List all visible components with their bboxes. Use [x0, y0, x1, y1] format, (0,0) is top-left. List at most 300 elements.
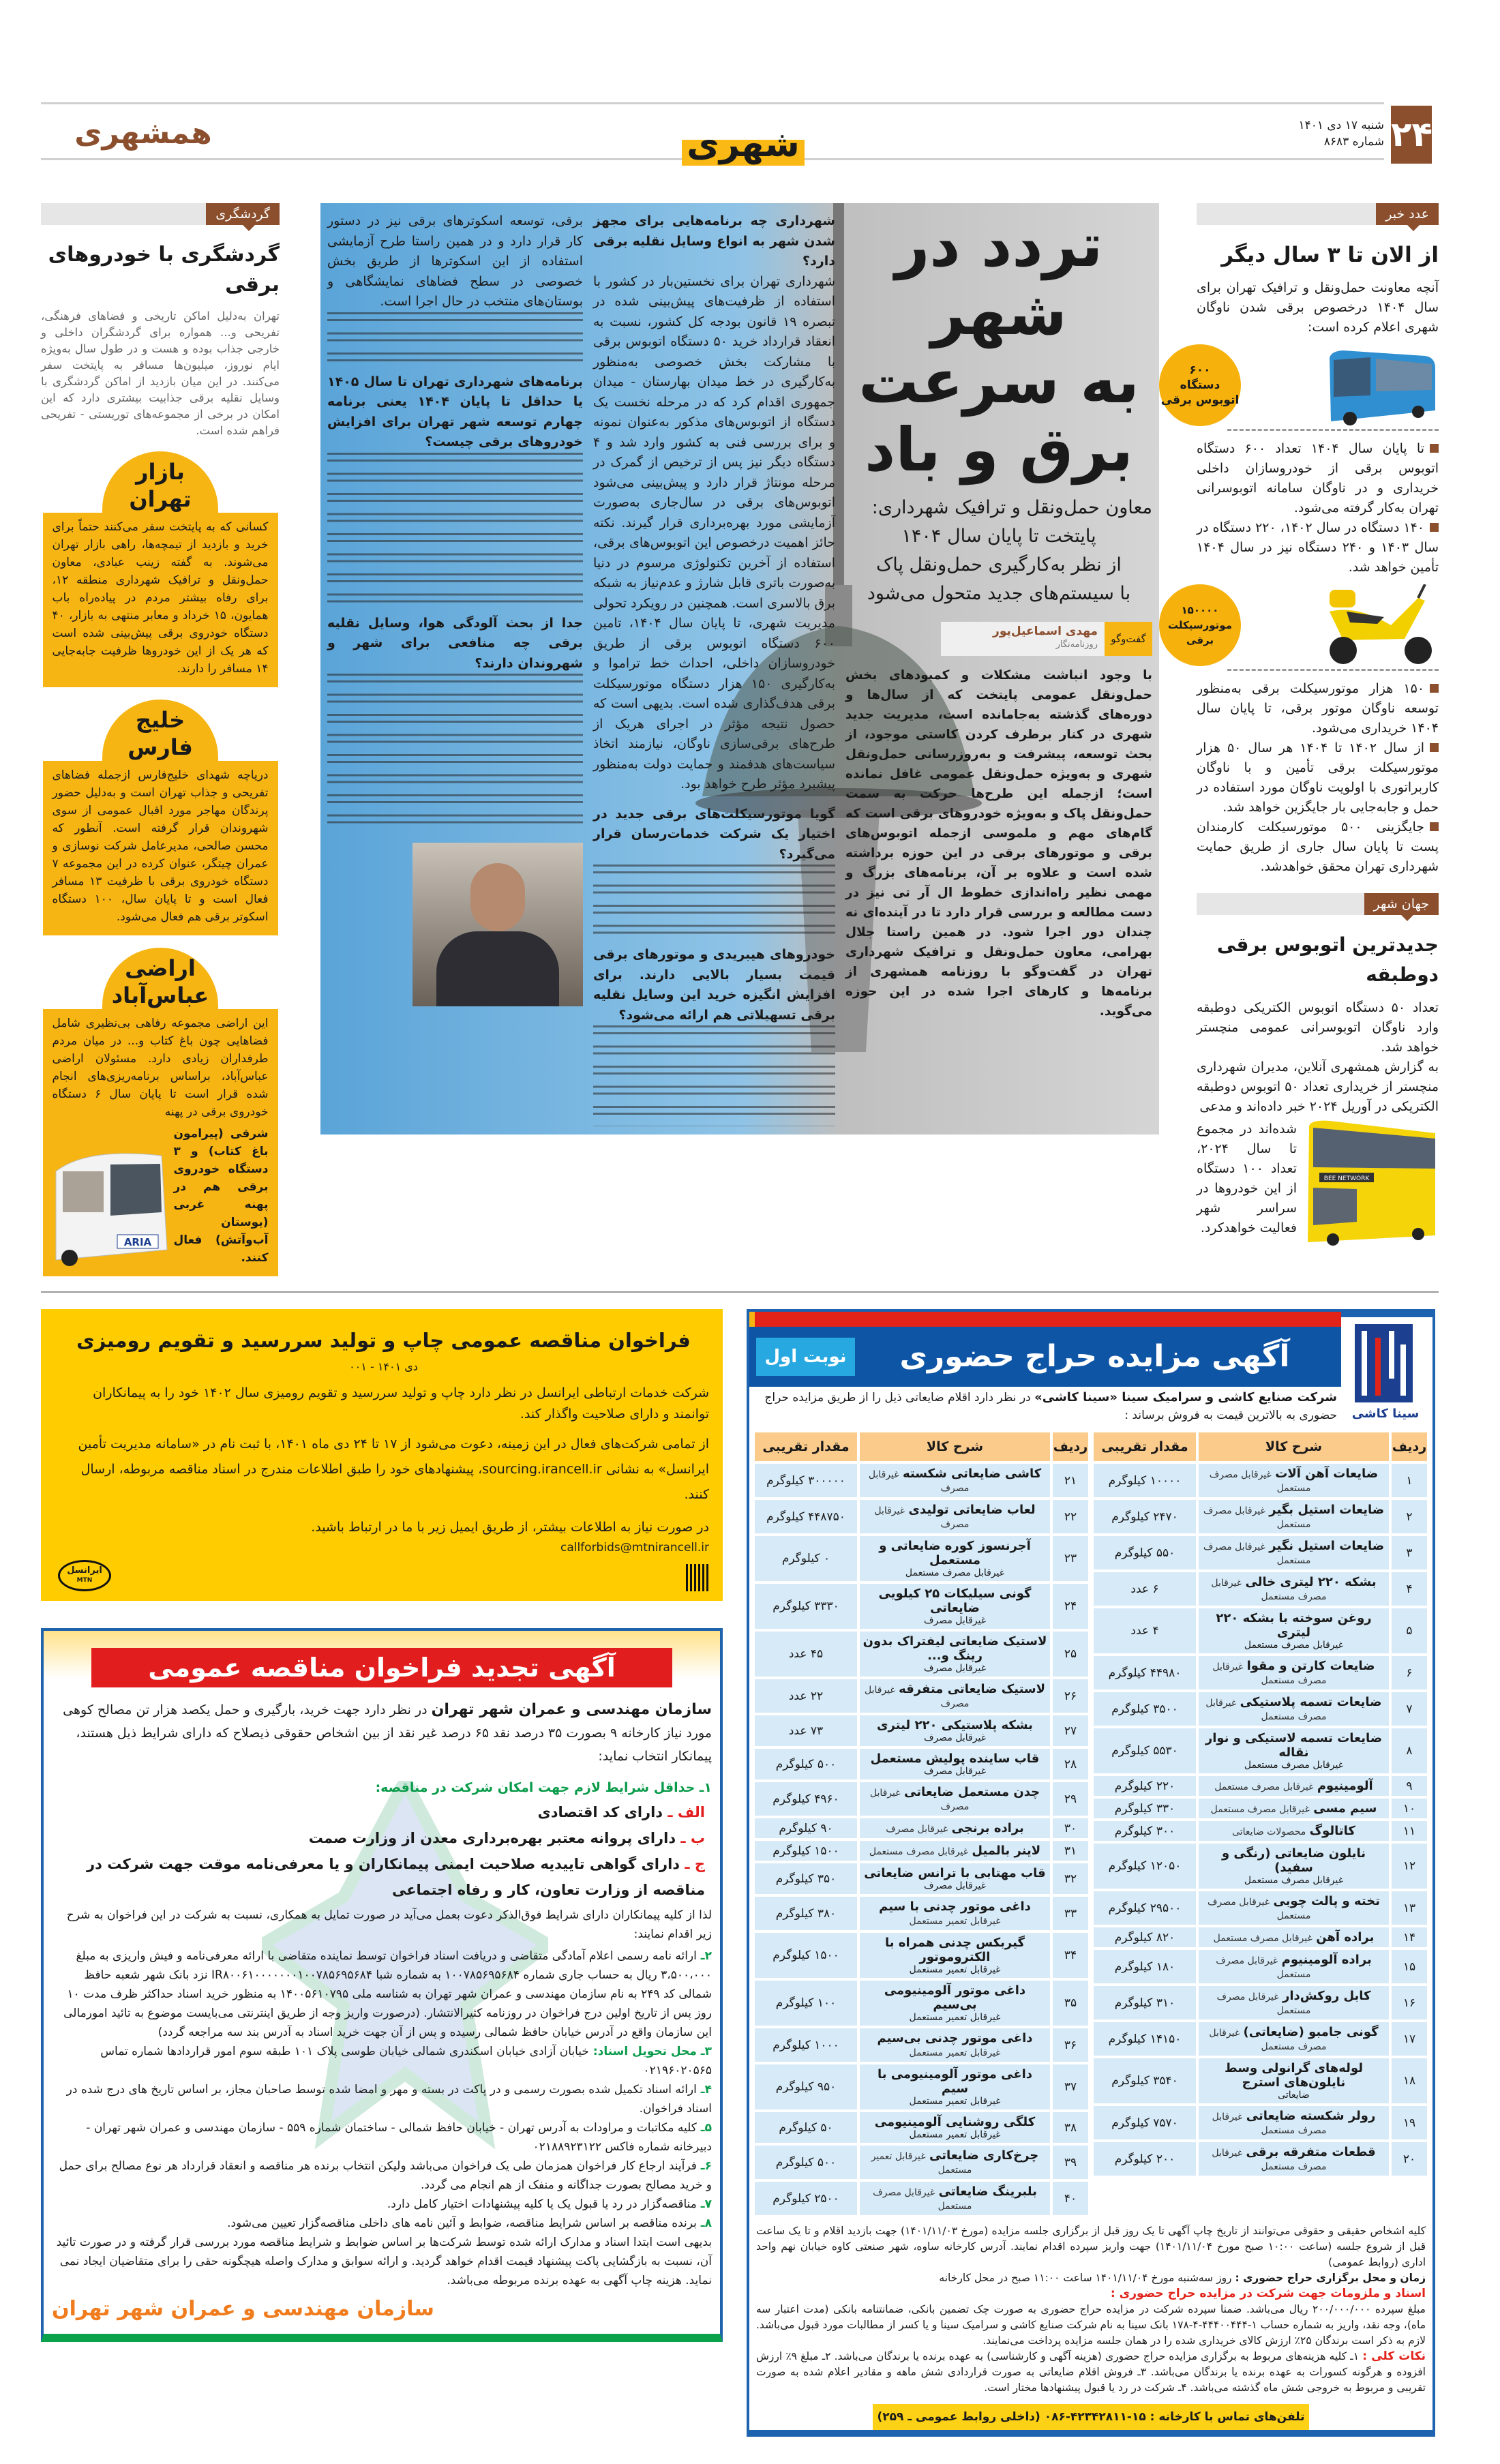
item-condition: غیرقابل مصرف — [868, 1469, 970, 1494]
item-name: بشکه پلاستیکی ۲۲۰ لیتری — [877, 1718, 1033, 1732]
auction-table-left — [752, 1430, 1091, 2218]
bullet-item: از سال ۱۴۰۲ تا ۱۴۰۴ هر سال ۵۰ هزار موتورسیکلت برقی تأمین و با ناوگان کاربراتوری با اولویت ناوگان مورد استفاده در حمل و جابه‌جایی بار جایگزین خواهد شد. — [1197, 738, 1439, 817]
section-tag: عدد خبر — [1376, 203, 1439, 225]
item-condition: غیرقابل مصرف — [869, 1788, 970, 1812]
section-title: شهری — [687, 124, 800, 165]
issue-number: شماره ۸۶۸۳ — [1323, 135, 1384, 149]
electric-scooter-image — [1316, 584, 1439, 666]
item-description — [1199, 1464, 1389, 1497]
item-quantity: ۲۰۰ کیلوگرم — [1094, 2142, 1196, 2176]
table-row — [1094, 1821, 1427, 1841]
page-number: ۲۴ — [1391, 106, 1432, 164]
qr-code — [686, 1564, 709, 1591]
electric-cart-image — [52, 1147, 168, 1267]
auction-table-right — [1091, 1430, 1430, 2178]
row-number: ۵ — [1392, 1608, 1427, 1653]
item-quantity: ۷۳ عدد — [755, 1715, 857, 1746]
item-quantity: ۳۳۳۰ کیلوگرم — [755, 1584, 857, 1629]
feature-columns — [320, 203, 1159, 1135]
item-name: کاشی ضایعاتی شکسته — [902, 1467, 1042, 1481]
table-row — [1094, 2142, 1427, 2176]
item-condition: غیرقابل مصرف مستعمل — [1209, 1469, 1311, 1494]
item-description — [860, 2064, 1050, 2109]
item-condition: غیرقابل مصرف مستعمل — [1203, 1505, 1311, 1530]
item-quantity: ۴۴۸۷۵۰ کیلوگرم — [755, 1500, 857, 1533]
item-name: گونی جامبو (ضایعاتی) — [1243, 2025, 1379, 2039]
row-number: ۱۴ — [1392, 1927, 1427, 1947]
table-row — [1094, 1844, 1427, 1889]
subtitle-line: از نظر به‌کارگیری حمل‌ونقل پاک — [876, 554, 1122, 575]
item-description — [1199, 1728, 1389, 1773]
table-row — [1094, 1464, 1427, 1497]
tender-body — [52, 1698, 712, 2290]
issue-info — [1241, 117, 1384, 150]
column-header: شرح کالا — [860, 1432, 1050, 1461]
paragraph: تعداد ۵۰ دستگاه اتوبوس الکتریکی دوطبقه وارد ناوگان اتوبوسرانی عمومی منچستر خواهد شد. — [1197, 1000, 1439, 1055]
item-condition: غیرقابل مصرف — [923, 1663, 987, 1674]
table-row — [1094, 1536, 1427, 1569]
item-description — [1199, 1799, 1389, 1818]
table-row — [755, 2028, 1088, 2062]
row-number: ۲۹ — [1053, 1782, 1088, 1816]
right-column — [1160, 203, 1439, 1246]
ads-row — [41, 1309, 1435, 2437]
item-name: قاب مهتابی با ترانس ضایعاتی — [864, 1866, 1046, 1880]
feature-photo-milad-tower — [320, 203, 1159, 1135]
row-number: ۱۵ — [1392, 1950, 1427, 1983]
item-condition: غیرقابل مصرف مستعمل — [1244, 1760, 1344, 1771]
row-number: ۴۰ — [1053, 2182, 1088, 2215]
world-city-tagbar — [1197, 893, 1439, 915]
item-description — [860, 1464, 1050, 1497]
row-number: ۲۱ — [1053, 1464, 1088, 1497]
text-lines — [593, 1025, 835, 1126]
row-number: ۳۵ — [1053, 1981, 1088, 2026]
item-condition: غیرقابل مصرف مستعمل — [1212, 2112, 1327, 2136]
conditions-list: الف ـ دارای کد اقتصادی ب ـ دارای پروانه معتبر بهره‌برداری معدن از وزارت صمت ج ـ دارای گواهی تاییدیه صلاحیت ایمنی پیمانکاران و یا معرفی‌نامه موقت جهت شرکت در مناقصه از وزارت تعاون، کار و رفاه اجتماعی — [87, 1804, 705, 1898]
badge-unit: موتورسیکلت — [1168, 619, 1232, 631]
tourism-box-abbasabad — [41, 948, 280, 1276]
table-row — [1094, 2106, 1427, 2139]
interview-question: جدا از بحث آلودگی هوا، وسایل نقلیه برقی چه منافعی برای شهر و شهروندان دارند؟ — [327, 615, 583, 671]
item-quantity: ۲۲۰ کیلوگرم — [1094, 1776, 1196, 1796]
byline — [845, 622, 1152, 656]
item-description — [1199, 2106, 1389, 2139]
row-number: ۳۳ — [1053, 1897, 1088, 1930]
row-number: ۶ — [1392, 1656, 1427, 1689]
item-quantity: ۹۰ کیلوگرم — [755, 1818, 857, 1838]
box-text: این اراضی مجموعه رفاهی بی‌نظیری شامل فضاهایی چون باغ کتاب و... در میان مردم طرفداران زیادی دارد. مسئولان اراضی عباس‌آباد، براساس برنامه‌ریزی‌های انجام شده قرار است تا پایان سال ۶ دستگاه خودروی برقی در پهنه — [52, 1017, 269, 1119]
text-lines — [327, 312, 583, 372]
tourism-column — [41, 203, 280, 1276]
interview-tag: گفت‌وگو — [1105, 622, 1152, 656]
row-number: ۱۲ — [1392, 1844, 1427, 1889]
item-quantity: ۹۵۰ کیلوگرم — [755, 2064, 857, 2109]
item-description — [860, 1818, 1050, 1838]
electric-bus-image — [1323, 348, 1439, 426]
table-row — [755, 2064, 1088, 2109]
subtitle-line: پایتخت تا پایان سال ۱۴۰۴ — [901, 526, 1096, 547]
tourism-box-bazaar — [41, 451, 280, 687]
row-number: ۳۷ — [1053, 2064, 1088, 2109]
row-number: ۷ — [1392, 1692, 1427, 1726]
item-description — [860, 1897, 1050, 1930]
item-name: چرخ‌کاری ضایعاتی — [929, 2148, 1039, 2163]
item-quantity: ۳۵۰ کیلوگرم — [755, 1863, 857, 1894]
row-number: ۳۹ — [1053, 2146, 1088, 2179]
headline-line: برق و باد — [865, 415, 1133, 485]
item-quantity: ۳۰۰۰۰۰ کیلوگرم — [755, 1464, 857, 1497]
conditions-heading: ۱ـ حداقل شرایط لازم جهت امکان شرکت در مناقصه: — [375, 1780, 712, 1795]
item-description — [860, 1981, 1050, 2026]
item-condition: غیرقابل مصرف مستعمل — [1207, 1897, 1311, 1921]
row-number: ۳۴ — [1053, 1933, 1088, 1978]
item-condition: غیرقابل مصرف — [874, 1505, 970, 1530]
item-condition: غیرقابل مصرف مستعمل — [1211, 1578, 1327, 1602]
tender-signature: سازمان مهندسی و عمران شهر تهران — [52, 2297, 434, 2321]
ads-left-column — [41, 1309, 723, 2342]
org-name: سازمان مهندسی و عمران شهر تهران — [431, 1701, 712, 1718]
box-title: خلیج فارس — [102, 700, 218, 761]
news-number-title: از الان تا ۳ سال دیگر — [1221, 243, 1439, 267]
contact-email-link[interactable]: callforbids@mtnirancell.ir — [560, 1541, 709, 1554]
item-quantity: ۲۲ عدد — [755, 1679, 857, 1713]
auction-terms: کلیه اشخاص حقیقی و حقوقی می‌توانند از تاریخ چاپ آگهی تا یک روز قبل از برگزاری جلسه مزایده (مورخ ۱۴۰۱/۱۱/۰۳) جهت بازدید اقلام و تا یک ساعت قبل از شروع جلسه (ساعت ۱۰:۰۰ صبح مورخ ۱۴۰۱/۱۱/۰۴) جهت واریز سپرده اقدام نمایند. آدرس کارخانه ساوه، شهر صنعتی کاوه خیابان نهم واحد اداری (روابط عمومی) زمان و محل برگزاری حراج حضوری : روز سه‌شنبه مورخ ۱۴۰۱/۱۱/۰۴ ساعت ۱۱:۰۰ صبح در محل کارخانه اسناد و ملزومات جهت شرکت در مزایده حراج حضوری : مبلغ سپرده ۲۰۰/۰۰۰/۰۰۰ ریال می‌باشد. ضمنا سپرده شرکت در مزایده حراج حضوری به صورت چک تضمین بانکی، ضمانتنامه بانکی (مدت اعتبار سه ماه)، وجه نقد، واریز به شماره حساب ۱-۴۴۴۰۰۴۴۴-۴-۱۷۸ بانک سینا به نام شرکت صنایع کاشی و سرامیک سینا و یا کسر از مطالبات مورد قبول می‌باشد. لازم به ذکر است برندگان ۲۵٪ ارزش کالای خریداری شده را در همان جلسه مزایده پرداخت می‌نمایند. نکات کلی : ۱ـ کلیه هزینه‌های مربوط به برگزاری مزایده حراج حضوری (هزینه آگهی و کارشناسی) به عهده برنده یا برندگان می‌باشد. ۲ـ مبلغ ۹٪ ارزش افزوده و هرگونه کسورات به عهده برنده یا برندگان می‌باشد. ۳ـ فروش اقلام ضایعاتی به صورت قراردادی شش ماهه و مقادیر اعلام شده به صورت تقریبی و مربوط به خروجی شش ماه گذشته می‌باشد. ۴ـ شرکت در رد یا قبول پیشنهادها مختار است. — [756, 2225, 1426, 2394]
item-quantity: ۸۲۰ کیلوگرم — [1094, 1927, 1196, 1947]
row-number: ۲۵ — [1053, 1632, 1088, 1677]
item-condition: غیرقابل تعمیر مستعمل — [909, 2047, 1001, 2058]
bus-image-row — [1159, 344, 1439, 426]
box-text: کسانی که به پایتخت سفر می‌کنند حتماً برای خرید و بازدید از تیمچه‌ها، راهی بازار تهران می‌شوند. به گفته زینب عبادی، معاون حمل‌ونقل و ترافیک شهرداری منطقه ۱۲، برای رفاه بیشتر مردم در پیاده‌راه باب همایون، ۱۵ خرداد و معابر منتهی به بازار، ۴۰ دستگاه خودروی برقی پیش‌بینی شده است که هر یک از این خودروها ظرفیت جابه‌جایی ۱۴ مسافر را دارند. — [52, 520, 269, 676]
item-name: داغی موتور چدنی بی‌سیم — [877, 2031, 1033, 2045]
item-name: آلومینیوم — [1317, 1779, 1373, 1793]
row-number: ۳۸ — [1053, 2112, 1088, 2143]
section-tag: جهان شهر — [1364, 893, 1439, 915]
item-condition: غیرقابل تعمیر مستعمل — [909, 2012, 1001, 2023]
world-city-title: جدیدترین اتوبوس برقی دوطبقه — [1216, 933, 1439, 986]
item-quantity: ۶ عدد — [1094, 1572, 1196, 1606]
item-condition: غیرقابل مصرف مستعمل — [1212, 1662, 1327, 1686]
interview-column-1 — [593, 211, 835, 1126]
item-quantity: ۷۵۷۰ کیلوگرم — [1094, 2106, 1196, 2139]
column-header: مقدار تقریبی — [755, 1432, 857, 1461]
table-row — [755, 1782, 1088, 1816]
feature-lead: با وجود انباشت مشکلات و کمبودهای بخش حمل‌ونقل عمومی پایتخت که از سال‌ها و دوره‌های گذشته به‌جامانده است، مدیریت جدید شهری در کنار برطرف کردن کاستی موجود، از بحث توسعه، پیشرفت و به‌روزرسانی حمل‌ونقل شهری و به‌ویژه حمل‌ونقل عمومی غافل نمانده است؛ ازجمله این طرح‌ها حرکت به سمت حمل‌ونقل پاک و به‌ویژه خودروهای برقی است که گام‌های مهم و ملموسی ازجمله اتوبوس‌های برقی و موتورهای برقی در این حوزه برداشته شده است و علاوه بر آن، برنامه‌های بزرگ و مهمی نظیر راه‌اندازی خطوط ال آر تی نیز در دست مطالعه و بررسی قرار دارد تا در آینده‌ای نه چندان دور اجرا شود. در همین راستا جلال بهرامی، معاون حمل‌ونقل و ترافیک شهرداری تهران در گفت‌وگو با روزنامه همشهری از برنامه‌ها و کارهای اجرا شده در این حوزه می‌گوید. — [845, 668, 1152, 1019]
item-name: براده آهن — [1316, 1930, 1375, 1944]
table-row — [1094, 2058, 1427, 2103]
item-condition: محصولات ضایعاتی — [1232, 1827, 1306, 1837]
headline-line: تردد در شهر — [895, 210, 1103, 348]
box-text: دریاچه شهدای خلیج‌فارس ازجمله فضاهای تفریحی و جذاب تهران است و به‌دلیل حضور پرندگان مهاجر مورد اقبال عمومی از سوی شهروندان قرار گرفته است. آنطور که محسن صالحی، مدیرعامل شرکت نوسازی و عمران چیتگر، عنوان کرده در این مجموعه ۷ دستگاه خودروی برقی با ظرفیت ۱۳ مسافر فعال است و تا پایان سال، ۱۰۰ دستگاه اسکوتر برقی هم فعال می‌شود. — [52, 768, 269, 924]
table-row — [755, 1897, 1088, 1930]
item-description — [1199, 1844, 1389, 1889]
text-lines — [327, 674, 583, 835]
irancell-logo: ایرانسل MTN — [58, 1560, 111, 1591]
item-description — [860, 1679, 1050, 1713]
row-number: ۲۲ — [1053, 1500, 1088, 1533]
item-name: داغی موتور آلومینیومی با سیم — [877, 2067, 1033, 2096]
steps-list: ۲ـ ارائه نامه رسمی اعلام آمادگی متقاضی و دریافت اسناد فراخوان توسط نماینده متقاضی با ارائه معرفی‌نامه و فیش واریزی به مبلغ ۳،۵۰۰،۰۰۰ ریال به حساب جاری شماره ۱۰۰۷۸۵۶۹۵۶۸۴ به شماره شبا IR۸۰۰۶۱۰۰۰۰۰۰۰۱۰۰۷۸۵۶۹۵۶۸۴ نزد بانک شهر شعبه حافظ شمالی کد ۲۴۹ به نام سازمان مهندسی و عمران شهر تهران به شناسه ملی ۱۴۰۰۵۶۱۰۷۹۵ به منظور خرید اسناد حداکثر ظرف مدت ۱۰ روز پس از تاریخ اولین درج فراخوان در روزنامه کثیرالانتشار. (درصورت واریز وجه از طریق اینترنتی می‌بایست موضوع به تائید امورمالی این سازمان واقع در آدرس خیابان حافظ شمالی رسیده و پس از آن جهت خرید اسناد به آدرس بند سه مراجعه گردد) ۳ـ محل تحویل اسناد: خیابان آزادی خیابان اسکندری شمالی خیابان طوسی پلاک ۱۰۱ طبقه سوم امور قراردادها شماره تماس ۰۲۱۹۶۰۲۰۵۶۵ ۴ـ ارائه اسناد تکمیل شده بصورت رسمی و در پاکت در بسته و مهر و امضا شده توسط صاحبان مجاز، بر اساس تاریخ های درج شده در اسناد فراخوان. ۵ـ کلیه مکاتبات و مراودات به آدرس تهران - خیابان حافظ شمالی - ساختمان شماره ۵۵۹ - سازمان مهندسی و عمران شهر تهران - دبیرخانه شماره فاکس ۰۲۱۸۸۹۲۳۱۲۲ ۶ـ فرآیند ارجاع کار فراخوان همزمان طی یک فراخوان می‌باشد ولیکن انتخاب برنده هر مناقصه و انعقاد قرارداد هر نوع مصالح برای حمل و خرید مصالح بصورت جداگانه و منفک از هم انجام می گردد. ۷ـ مناقصه‌گزار در رد یا قبول یک یا کلیه پیشنهادات اختیار کامل دارد. ۸ـ برنده مناقصه بر اساس شرایط مناقصه، ضوابط و آئین نامه های داخلی مناقصه‌گزار تعیین می‌شود. — [59, 1949, 712, 2230]
item-name: براده برنجی — [951, 1821, 1024, 1835]
box-title: بازار تهران — [102, 451, 218, 513]
item-name: داغی موتور چدنی با سیم — [879, 1899, 1031, 1914]
badge-label: اتوبوس برقی — [1160, 393, 1240, 407]
world-city-wrap-text: شده‌اند در مجموع تا سال ۲۰۲۴، تعداد ۱۰۰ دستگاه از این خودروها در سراسر شهر فعالیت خواهدکرد. — [1197, 1122, 1297, 1235]
item-condition: غیرقابل مصرف مستعمل — [1214, 1782, 1314, 1792]
auction-banner — [749, 1327, 1341, 1387]
news-number-intro: آنچه معاونت حمل‌ونقل و ترافیک تهران برای سال ۱۴۰۴ درخصوص برقی شدن ناوگان شهری اعلام کرده است: — [1197, 280, 1439, 335]
item-name: روغن سوخته با بشکه ۲۲۰ لیتری — [1216, 1611, 1372, 1640]
item-condition: غیرقابل تعمیر مستعمل — [909, 2096, 1001, 2107]
table-row — [1094, 1572, 1427, 1606]
item-condition: غیرقابل مصرف مستعمل — [1244, 1640, 1344, 1651]
column-header: ردیف — [1053, 1432, 1088, 1461]
item-quantity: ۱۸۰ کیلوگرم — [1094, 1950, 1196, 1983]
section-tag: گردشگری — [206, 203, 280, 225]
table-row — [755, 1863, 1088, 1894]
item-name: ضایعات تسمه لاستیکی و نوار نقاله — [1205, 1731, 1383, 1760]
item-condition: غیرقابل مصرف مستعمل — [873, 2187, 972, 2212]
row-number: ۲۰ — [1392, 2142, 1427, 2176]
interview-answer: شهرداری تهران برای نخستین‌بار در کشور با استفاده از ظرفیت‌های پیش‌بینی شده در تبصره ۱۹ قانون بودجه کل کشور، نسبت به انعقاد قرارداد خرید ۵۰ دستگاه اتوبوس برقی با مشارکت بخش خصوصی به‌منظور به‌کارگیری در خط میدان بهارستان - میدان جمهوری اقدام کرد که در مرحله نخست یک دستگاه از اتوبوس‌های مذکور به‌عنوان نمونه و برای بررسی فنی به کشور وارد شد و ۴ دستگاه دیگر نیز پس از ترخیص از گمرک در مرحله مونتاژ قرار دارد و پیش‌بینی می‌شود اتوبوس‌های برقی در سال‌جاری به‌صورت آزمایشی مورد بهره‌برداری قرار گیرند. نکته حائز اهمیت درخصوص این اتوبوس‌های برقی، استفاده از آخرین تکنولوژی مرسوم در دنیا به‌صورت باتری قابل شارژ و عدم‌نیاز به شبکه برق بالاسری است. همچنین در رویکرد تحولی مدیریت شهری، تا پایان سال ۱۴۰۴، تامین ۶۰۰ دستگاه اتوبوس برقی از طریق خودروسازان داخلی، احداث خط تراموا و به‌کارگیری ۱۵۰ هزار دستگاه موتورسیکلت برقی هدف‌گذاری شده است. بدیهی است که حصول نتیجه مؤثر در اجرای هریک از طرح‌های برقی‌سازی ناوگان، نیازمند اتخاذ سیاست‌های هدفمند و حمایت دولت به‌منظور پیشبرد مؤثر طرح خواهد بود. — [593, 273, 836, 792]
table-row — [755, 2112, 1088, 2143]
item-description — [1199, 1572, 1389, 1606]
item-condition: غیرقابل مصرف — [923, 1880, 987, 1891]
item-quantity: ۲۹۵۰۰ کیلوگرم — [1094, 1891, 1196, 1925]
feature-headline — [845, 211, 1152, 484]
item-description — [860, 1782, 1050, 1816]
item-description — [860, 1715, 1050, 1746]
visit-terms: کلیه اشخاص حقیقی و حقوقی می‌توانند از تاریخ چاپ آگهی تا یک روز قبل از برگزاری جلسه مزایده (مورخ ۱۴۰۱/۱۱/۰۳) جهت بازدید اقلام و تا یک ساعت قبل از شروع جلسه (ساعت ۱۰:۰۰ صبح مورخ ۱۴۰۱/۱۱/۰۴) جهت واریز سپرده اقدام نمایند. آدرس کارخانه ساوه، شهر صنعتی کاوه خیابان نهم واحد اداری (روابط عمومی) — [756, 2225, 1426, 2268]
item-quantity: ۳۱۰ کیلوگرم — [1094, 1986, 1196, 2019]
item-quantity: ۵۵۳۰ کیلوگرم — [1094, 1728, 1196, 1773]
item-description — [1199, 1927, 1389, 1947]
content-ad-divider — [41, 1291, 1439, 1293]
paragraph: به گزارش همشهری آنلاین، مدیران شهرداری منچستر از خریداری تعداد ۵۰ اتوبوس دوطبقه الکتریکی در آوریل ۲۰۲۴ خبر داده‌اند و مدعی — [1197, 1060, 1439, 1114]
row-number: ۱۱ — [1392, 1821, 1427, 1841]
interview-question: برنامه‌های شهرداری تهران تا سال ۱۴۰۵ یا حداقل تا پایان ۱۴۰۴ یعنی برنامه چهارم توسعه شهر تهران برای افزایش خودروهای برقی چیست؟ — [327, 374, 583, 449]
bus-count-badge — [1159, 344, 1241, 426]
cart-plate: ARIA — [123, 1236, 151, 1248]
item-name: ضایعات استیل نگیر — [1269, 1539, 1385, 1553]
table-row — [1094, 1728, 1427, 1773]
headline-line: به سرعت — [858, 346, 1139, 417]
item-description — [1199, 1536, 1389, 1569]
badge-label: برقی — [1186, 634, 1214, 646]
table-row — [755, 1981, 1088, 2026]
item-quantity: ۱۴۱۵۰ کیلوگرم — [1094, 2022, 1196, 2056]
item-description — [1199, 1986, 1389, 2019]
item-name: کابل روکش‌دار — [1282, 1989, 1371, 2003]
row-number: ۱۰ — [1392, 1799, 1427, 1818]
item-quantity: ۱۰۰ کیلوگرم — [755, 1981, 857, 2026]
table-row — [1094, 1608, 1427, 1653]
item-description — [1199, 1776, 1389, 1796]
table-row — [1094, 1986, 1427, 2019]
ad-body — [58, 1383, 709, 1538]
item-description — [860, 1749, 1050, 1779]
row-number: ۳۲ — [1053, 1863, 1088, 1894]
item-description — [860, 1536, 1050, 1581]
ad-title: فراخوان مناقصه عمومی چاپ و تولید سررسید و تقویم رومیزی — [76, 1329, 691, 1352]
content-row — [41, 203, 1439, 1276]
table-row — [1094, 1776, 1427, 1796]
table-row — [755, 2146, 1088, 2179]
author-role: روزنامه‌نگار — [1055, 640, 1098, 650]
subtitle-line: با سیستم‌های جدید متحول می‌شود — [867, 583, 1131, 604]
interviewee-portrait — [412, 843, 583, 1006]
item-quantity: ۲۵۰۰ کیلوگرم — [755, 2182, 857, 2215]
item-condition: غیرقابل مصرف مستعمل — [1212, 2148, 1327, 2172]
row-number: ۴ — [1392, 1572, 1427, 1606]
item-name: قاب ساینده پولیش مستعمل — [870, 1752, 1040, 1766]
row-number: ۳ — [1392, 1536, 1427, 1569]
item-condition: غیرقابل تعمیر مستعمل — [909, 2129, 1001, 2140]
item-condition: غیرقابل مصرف — [923, 1615, 987, 1626]
row-number: ۱ — [1392, 1464, 1427, 1497]
row-number: ۱۸ — [1392, 2058, 1427, 2103]
table-row — [1094, 1799, 1427, 1818]
table-row — [1094, 1950, 1427, 1983]
table-row — [1094, 1500, 1427, 1533]
table-row — [755, 1679, 1088, 1713]
item-quantity: ۳۰۰ کیلوگرم — [1094, 1821, 1196, 1841]
column-header: ردیف — [1392, 1432, 1427, 1461]
item-description — [860, 1863, 1050, 1894]
tourism-tagbar — [41, 203, 280, 225]
table-row — [755, 1632, 1088, 1677]
item-condition: غیرقابل مصرف — [923, 1732, 987, 1743]
item-name: بلبرینگ ضایعاتی — [938, 2184, 1037, 2199]
docs-title: اسناد و ملزومات جهت شرکت در مزایده حراج حضوری : — [1110, 2287, 1426, 2300]
row-number: ۸ — [1392, 1728, 1427, 1773]
item-condition: غیرقابل مصرف — [864, 1685, 970, 1709]
item-condition: غیرقابل مصرف مستعمل — [1210, 1804, 1310, 1815]
news-number-tagbar — [1197, 203, 1439, 225]
dashed-divider — [1227, 669, 1439, 671]
item-description — [860, 1841, 1050, 1861]
item-description — [1199, 2022, 1389, 2056]
item-name: ضایعات آهن آلات — [1275, 1467, 1379, 1481]
item-description — [860, 2028, 1050, 2062]
row-number: ۹ — [1392, 1776, 1427, 1796]
row-number: ۲۳ — [1053, 1536, 1088, 1581]
item-name: لاینر بالمیل — [972, 1844, 1041, 1858]
row-number: ۱۳ — [1392, 1891, 1427, 1925]
table-row — [755, 1715, 1088, 1746]
item-name: رولر شکسته ضایعاتی — [1246, 2109, 1376, 2123]
item-quantity: ۴۴۹۸۰ کیلوگرم — [1094, 1656, 1196, 1689]
interview-column-2 — [327, 211, 583, 1126]
issue-date: شنبه ۱۷ دی ۱۴۰۱ — [1298, 119, 1384, 132]
item-name: ضایعات کارتن و مقوا — [1246, 1659, 1375, 1673]
tourism-intro: تهران به‌دلیل اماکن تاریخی و فضاهای فرهنگی، تفریحی و... همواره برای گردشگران داخلی و خارجی جذاب بوده و هست و در طول سال به‌ویژه ایام نوروز، میلیون‌ها مسافر به پایتخت سفر می‌کنند. در این میان بازدید از اماکن گردشگری با وسایل نقلیه برقی جذابیت بیشتری دارد که این امکان در برخی از مجموعه‌های توریستی - تفریحی فراهم شده است. — [41, 310, 280, 437]
item-quantity: ۴۵ عدد — [755, 1632, 857, 1677]
item-description — [1199, 1891, 1389, 1925]
item-condition: غیرقابل مصرف مستعمل — [869, 1846, 969, 1857]
paragraph: در صورت نیاز به اطلاعات بیشتر، از طریق ایمیل زیر با ما در ارتباط باشید. — [311, 1520, 709, 1535]
item-name: گیربکس چدنی همراه با الکتروموتور — [885, 1936, 1025, 1964]
item-condition: غیرقابل مصرف مستعمل — [905, 1567, 1005, 1578]
item-name: نایلون ضایعاتی (رنگی و سفید) — [1221, 1846, 1366, 1875]
item-condition: غیرقابل مصرف مستعمل — [1244, 1875, 1344, 1886]
world-city-image-row — [1197, 1120, 1439, 1246]
contact-phone-bar: تلفن‌های تماس با کارخانه : ۱۵-۴۲۳۴۲۸۱۱-۰۸۶ (داخلی روابط عمومی ـ ۲۵۹) — [873, 2404, 1309, 2430]
item-description — [860, 1584, 1050, 1629]
item-name: ضایعات استیل بگیر — [1269, 1503, 1385, 1517]
irancell-tender-ad — [41, 1309, 723, 1601]
scooter-image-row — [1159, 584, 1439, 666]
item-description — [860, 2182, 1050, 2215]
row-number: ۱۷ — [1392, 2022, 1427, 2056]
row-number: ۲۴ — [1053, 1584, 1088, 1629]
item-condition: غیرقابل مصرف مستعمل — [1205, 1698, 1327, 1722]
badge-number: ۶۰۰ — [1189, 363, 1211, 377]
item-quantity: ۳۸۰ کیلوگرم — [755, 1897, 857, 1930]
item-description — [860, 2146, 1050, 2179]
item-quantity: ۱۵۰۰ کیلوگرم — [755, 1841, 857, 1861]
bullet-item: ۱۵۰ هزار موتورسیکلت برقی به‌منظور توسعه ناوگان موتور برقی، تا پایان سال ۱۴۰۴ خریداری می‌شود. — [1197, 679, 1439, 738]
bus-bullets — [1197, 439, 1439, 577]
closing: بدیهی است ابتدا اسناد و مدارک ارائه شده توسط شرکت‌ها بر اساس ضوابط و شرایط مناقصه مورد بررسی قرار گرفته و در صورت تائید آن، نسبت به بازگشایی پاکت پیشنهاد قیمت اقدام خواهد گردید. و ارائه سوابق و مدارک واصله هیچگونه حقی را برای متقاضیان ایجاد نمی نماید. هزینه چاپ آگهی به عهده برنده مربوطه می‌باشد. — [56, 2236, 712, 2287]
item-description — [860, 2112, 1050, 2143]
item-quantity: ۱۰۰۰ کیلوگرم — [755, 2028, 857, 2062]
author-name: مهدی اسماعیل‌پور — [993, 625, 1098, 638]
item-quantity: ۱۰۰۰۰ کیلوگرم — [1094, 1464, 1196, 1497]
sina-kashi-logo: سینا کاشی — [1341, 1312, 1432, 1431]
text-lines — [327, 453, 583, 614]
auction-ad — [747, 1309, 1435, 2437]
item-quantity: ۴۹۶۰ کیلوگرم — [755, 1782, 857, 1816]
row-number: ۲۸ — [1053, 1749, 1088, 1779]
motorcycle-bullets — [1197, 679, 1439, 877]
item-condition: ضایعاتی — [1278, 2090, 1310, 2101]
item-quantity: ۵۰۰ کیلوگرم — [755, 2146, 857, 2179]
row-number: ۳۱ — [1053, 1841, 1088, 1861]
table-row — [1094, 1891, 1427, 1925]
item-condition: غیرقابل تعمیر مستعمل — [909, 1916, 1001, 1927]
intro: در نظر دارد جهت خرید، بارگیری و حمل یکصد هزار تن مصالح کوهی مورد نیاز کارخانه ۹ بصورت ۳۵ درصد نقد ۶۵ درصد غیر نقد از بین اشخاص حقوقی ذیصلاح که دارای شرایط ذیل هستند، پیمانکار انتخاب نماید: — [63, 1702, 712, 1764]
item-condition: غیرقابل مصرف — [886, 1824, 948, 1835]
round-badge: نوبت اول — [756, 1338, 855, 1376]
item-name: لاستیک ضایعاتی لیفتراک بدون رینگ و... — [862, 1634, 1047, 1663]
item-quantity: ۱۲۰۵۰ کیلوگرم — [1094, 1844, 1196, 1889]
subtitle-line: معاون حمل‌ونقل و ترافیک شهرداری: — [871, 497, 1152, 518]
item-quantity: ۱۵۰۰ کیلوگرم — [755, 1933, 857, 1978]
item-description — [1199, 1692, 1389, 1726]
hamshahri-logo: همشهری — [74, 116, 212, 151]
world-city-text — [1197, 998, 1439, 1117]
item-name: لاستیک ضایعاتی متفرقه — [899, 1682, 1046, 1696]
auction-tables — [749, 1430, 1432, 2218]
row-number: ۳۰ — [1053, 1818, 1088, 1838]
item-condition: غیرقابل مصرف مستعمل — [1216, 1955, 1311, 1980]
item-name: کلگی روشنایی آلومینیومی — [874, 2115, 1036, 2129]
double-decker-bus-image — [1302, 1120, 1439, 1246]
interview-question: خودروهای هیبریدی و موتورهای برقی قیمت بسیار بالایی دارند. برای افزایش انگیزه خرید این وسایل نقلیه برقی تسهیلاتی هم ارائه می‌شود؟ — [593, 947, 835, 1023]
tourism-title: گردشگری با خودروهای برقی — [48, 243, 280, 297]
table-header-row — [1094, 1432, 1427, 1461]
item-quantity: ۰ کیلوگرم — [755, 1536, 857, 1581]
item-name: قطعات متفرقه برقی — [1246, 2145, 1376, 2159]
item-description — [860, 1933, 1050, 1978]
tourism-box-persian-gulf — [41, 700, 280, 935]
paragraph: شرکت خدمات ارتباطی ایرانسل در نظر دارد چاپ و تولید سررسید و تقویم رومیزی سال ۱۴۰۲ خود را به پیمانکاران توانمند و دارای صلاحیت واگذار کند. — [93, 1385, 709, 1422]
item-condition: غیرقابل تعمیر مستعمل — [909, 1964, 1001, 1975]
row-number: ۱۶ — [1392, 1986, 1427, 2019]
row-number: ۲۷ — [1053, 1715, 1088, 1746]
invite: لذا از کلیه پیمانکاران دارای شرایط فوق‌الذکر دعوت بعمل می‌آید در صورت تمایل به همکاری، نسبت به شرکت در این فراخوان به شرح زیر اقدام نمایند: — [66, 1908, 712, 1941]
